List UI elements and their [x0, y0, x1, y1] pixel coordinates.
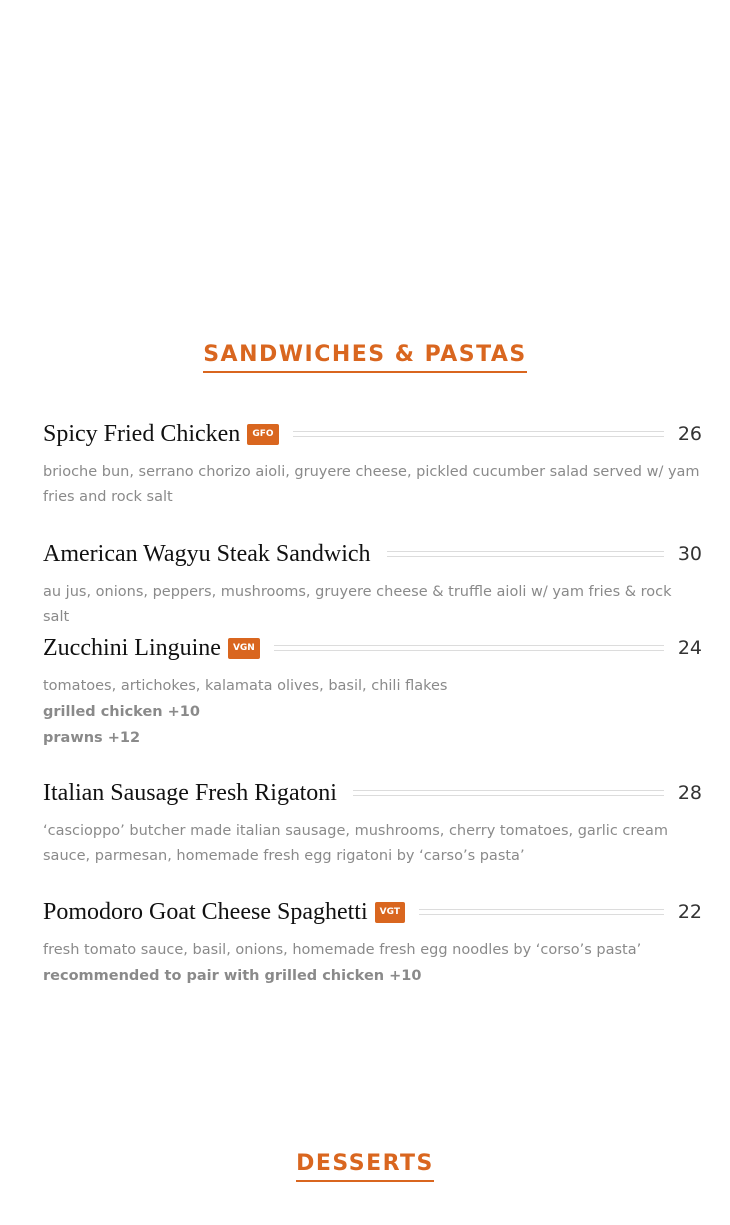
menu-item-price: 24	[677, 637, 702, 659]
menu-item-price: 30	[677, 543, 702, 565]
section-heading-desserts	[0, 1151, 730, 1182]
menu-item-description: fresh tomato sauce, basil, onions, homemade fresh egg noodles by ‘corso’s pasta’	[43, 942, 642, 958]
menu-item-name: Italian Sausage Fresh Rigatoni	[43, 779, 337, 806]
dietary-badge: VGN	[228, 638, 260, 659]
menu-item-price: 26	[677, 423, 702, 445]
menu-item-price: 22	[677, 901, 702, 923]
menu-item-description: au jus, onions, peppers, mushrooms, gruyere cheese & truffle aioli w/ yam fries & rock salt	[43, 584, 672, 625]
price-leader-line	[353, 790, 664, 796]
price-leader-line	[387, 551, 664, 557]
menu-item-addon: recommended to pair with grilled chicken +10	[43, 968, 422, 984]
price-leader-line	[419, 909, 664, 915]
menu-item-description: tomatoes, artichokes, kalamata olives, basil, chili flakes	[43, 678, 448, 694]
menu-item-header	[43, 633, 702, 663]
dietary-badge: VGT	[375, 902, 405, 923]
menu-item-name: Zucchini Linguine	[43, 634, 221, 661]
price-leader-line	[274, 645, 664, 651]
menu-item-header	[43, 897, 702, 927]
menu-item-header	[43, 419, 702, 449]
dietary-badge: GFO	[247, 424, 278, 445]
menu-item-header	[43, 778, 702, 808]
price-leader-line	[293, 431, 664, 437]
menu-item-spicy-fried-chicken	[43, 419, 702, 510]
menu-item-pomodoro-goat-cheese-spaghetti	[43, 897, 702, 989]
menu-item-price: 28	[677, 782, 702, 804]
menu-item-name: Spicy Fried Chicken	[43, 420, 241, 447]
menu-item-american-wagyu-steak-sandwich	[43, 539, 702, 630]
menu-item-description: brioche bun, serrano chorizo aioli, gruyere cheese, pickled cucumber salad served w/ yam fries and rock salt	[43, 464, 700, 505]
menu-item-italian-sausage-fresh-rigatoni	[43, 778, 702, 869]
section-heading-text: SANDWICHES & PASTAS	[203, 342, 527, 373]
menu-item-header	[43, 539, 702, 569]
section-heading-sandwiches-pastas	[0, 342, 730, 373]
section-heading-text: DESSERTS	[296, 1151, 434, 1182]
menu-item-name: Pomodoro Goat Cheese Spaghetti	[43, 898, 368, 925]
menu-item-addon: grilled chicken +10	[43, 704, 200, 720]
menu-item-addon: prawns +12	[43, 730, 141, 746]
menu-item-zucchini-linguine	[43, 633, 702, 751]
menu-item-name: American Wagyu Steak Sandwich	[43, 540, 371, 567]
menu-item-description: ‘cascioppo’ butcher made italian sausage, mushrooms, cherry tomatoes, garlic cream sauce, parmesan, homemade fresh egg rigatoni by ‘carso’s pasta’	[43, 823, 668, 864]
